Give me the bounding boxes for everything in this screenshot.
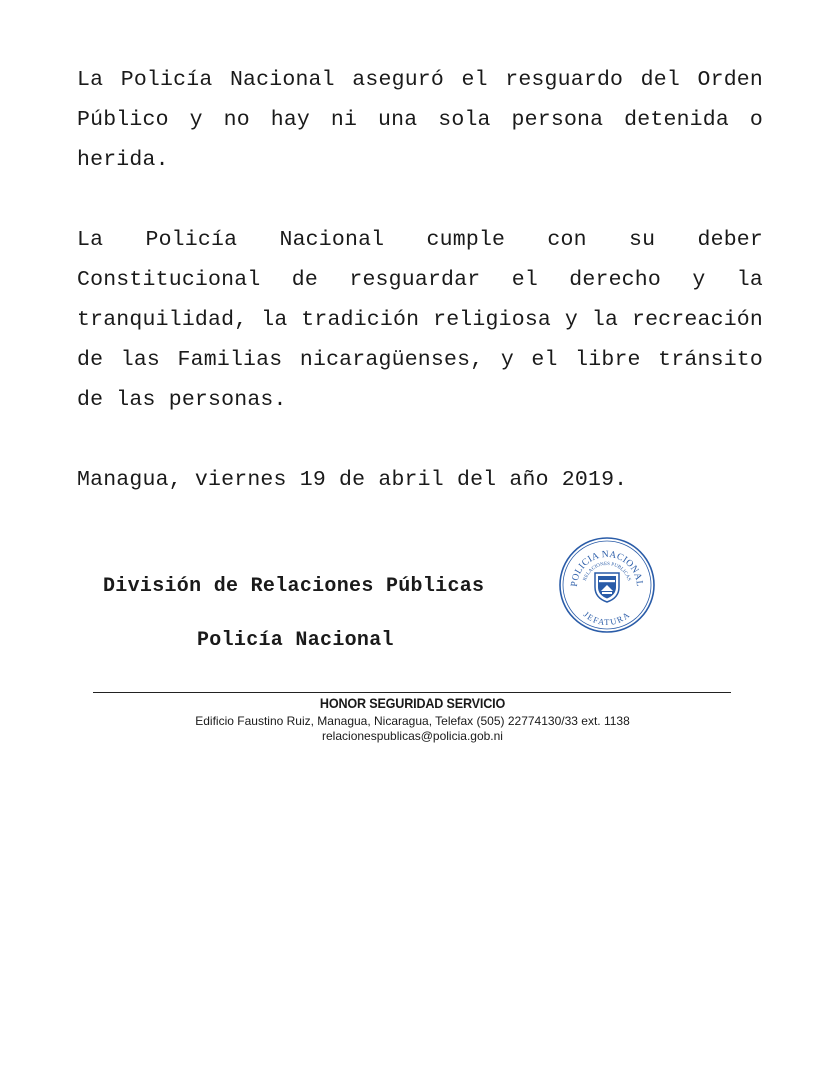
shield-emblem-icon <box>595 573 619 602</box>
seal-sub-text: RELACIONES PUBLICAS <box>582 561 632 582</box>
footer-address: Edificio Faustino Ruiz, Managua, Nicaragua, Telefax (505) 22774130/33 ext. 1138 <box>195 714 630 728</box>
signature-division: División de Relaciones Públicas <box>103 575 485 598</box>
svg-text:JEFATURA <box>582 609 633 627</box>
seal-bottom-text: JEFATURA <box>581 609 633 628</box>
seal-top-text: POLICIA NACIONAL <box>569 549 645 588</box>
footer-motto: HONOR SEGURIDAD SERVICIO <box>319 695 506 711</box>
dateline: Managua, viernes 19 de abril del año 2019. <box>77 468 628 492</box>
footer-email: relacionespublicas@policia.gob.ni <box>322 729 503 743</box>
body-paragraph-2: La Policía Nacional cumple con su deber Constitucional de resguardar el derecho y la tranquilidad, la tradición religiosa y la recreación de las Familias nicaragüenses, y el libre tránsito de las personas. <box>77 228 763 412</box>
footer-divider <box>93 692 731 693</box>
police-seal-stamp <box>557 535 657 635</box>
body-paragraph-1: La Policía Nacional aseguró el resguardo del Orden Público y no hay ni una sola persona detenida o herida. <box>77 68 763 172</box>
signature-institution: Policía Nacional <box>197 629 394 652</box>
